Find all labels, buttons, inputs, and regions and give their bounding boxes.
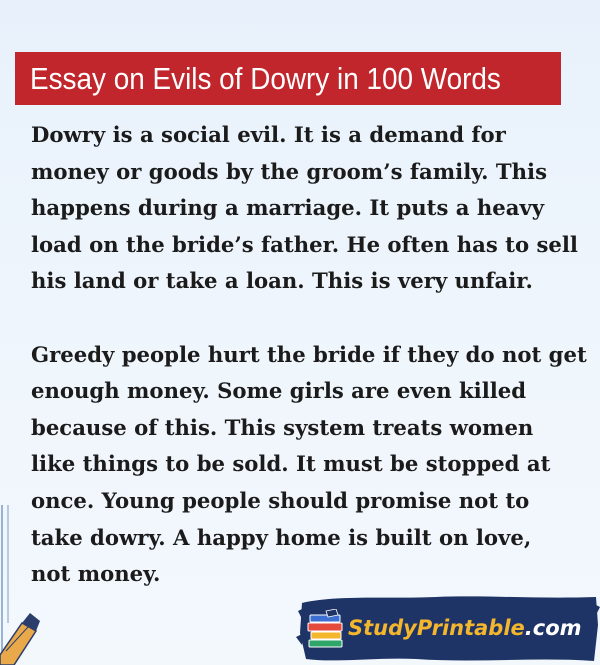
paragraph-line: load on the bride’s father. He often has to sell [31,231,578,257]
pencil-decoration-icon [0,505,40,665]
paragraph-line: Dowry is a social evil. It is a demand for [31,122,506,147]
paragraph-line: once. Young people should promise not to [31,487,530,513]
paragraph-line: because of this. This system treats women [31,414,534,440]
title-banner [15,52,561,105]
paragraph-2 [31,337,587,593]
logo-study-text: Study [348,616,417,640]
page-title: Essay on Evils of Dowry in 100 Words [30,60,501,96]
paragraph-line: enough money. Some girls are even killed [31,378,527,404]
paragraph-line: his land or take a loan. This is very unfair. [31,268,533,294]
books-icon [306,609,348,649]
paragraph-line: Greedy people hurt the bride if they do not get [31,341,587,367]
logo-wordmark [348,616,582,640]
paragraph-line: like things to be sold. It must be stopped at [31,451,551,477]
paragraph-line: happens during a marriage. It puts a heavy [31,195,545,221]
paragraph-line: not money. [31,561,161,587]
paragraph-line: money or goods by the groom’s family. This [31,158,548,184]
studyprintable-logo [296,585,600,665]
logo-printable-text: Printable [416,616,525,640]
paragraph-1 [31,117,579,300]
essay-body [31,117,587,593]
logo-com-text: .com [524,616,582,640]
paragraph-line: take dowry. A happy home is built on love, [31,524,532,550]
